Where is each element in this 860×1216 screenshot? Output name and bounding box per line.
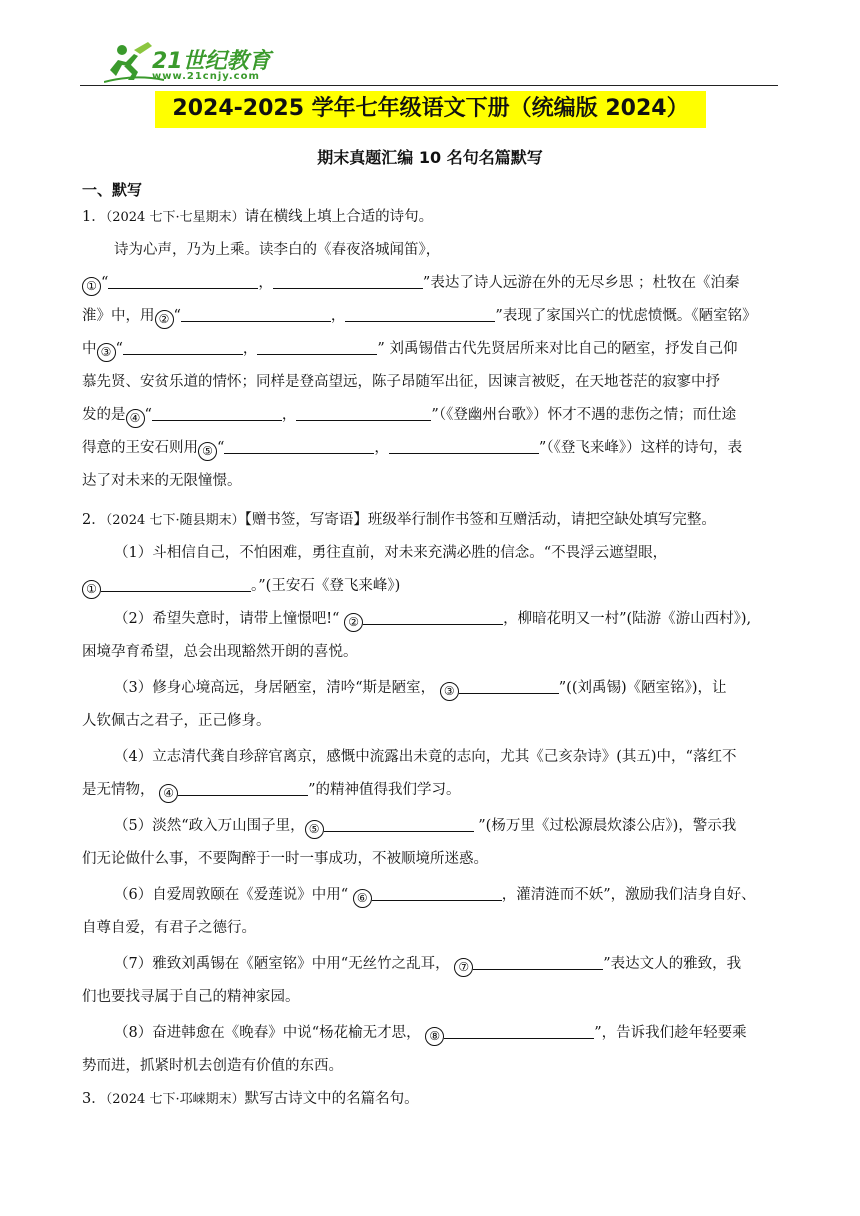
question-number: 3．	[82, 1091, 106, 1107]
answer-blank[interactable]	[108, 273, 258, 289]
q1-line-7: 得意的王安石则用 ⑤ “ ， ”（《登飞来峰》）这样的诗句，表	[82, 438, 782, 461]
question-text: 请在横线上填上合适的诗句。	[244, 209, 434, 225]
header-rule	[80, 85, 778, 86]
answer-blank[interactable]	[324, 816, 474, 832]
question-3-header	[82, 1089, 782, 1110]
q2-item-7-cont: 们也要找寻属于自己的精神家园。	[82, 989, 300, 1005]
question-number: 1．	[82, 209, 106, 225]
question-source: （2024 七下·随县期末）	[105, 513, 245, 528]
q1-line-2: ① “ ， ”表达了诗人远游在外的无尽乡思 ；杜牧在《泊秦	[82, 273, 782, 296]
question-text: 默写古诗文中的名篇名句。	[244, 1091, 419, 1107]
circled-number: ①	[82, 580, 101, 599]
q2-item-6-cont: 自尊自爱，有君子之德行。	[82, 920, 256, 936]
answer-blank[interactable]	[257, 339, 377, 355]
question-source: （2024 七下·邛崃期末）	[105, 1092, 245, 1107]
answer-blank[interactable]	[181, 306, 331, 322]
answer-blank[interactable]	[273, 273, 423, 289]
answer-blank[interactable]	[389, 438, 539, 454]
circled-number: ③	[97, 343, 116, 362]
logo-url: www.21cnjy.com	[152, 71, 260, 82]
answer-blank[interactable]	[459, 678, 559, 694]
answer-blank[interactable]	[296, 405, 431, 421]
q2-item-1-cont: ① 。”(王安石《登飞来峰》)	[82, 576, 782, 599]
q2-item-6: （6）自爱周敦颐在《爱莲说》中用“ ⑥ ，灌清涟而不妖”，激励我们洁身自好、	[114, 885, 814, 908]
circled-number: ⑦	[454, 958, 473, 977]
circled-number: ②	[344, 613, 363, 632]
answer-blank[interactable]	[363, 609, 503, 625]
circled-number: ②	[155, 310, 174, 329]
page-title: 2024-2025 学年七年级语文下册（统编版 2024）	[172, 96, 689, 121]
q2-item-7: （7）雅致刘禹锡在《陋室铭》中用“无丝竹之乱耳， ⑦ ”表达文人的雅致，我	[114, 954, 814, 977]
logo-text: 21世纪教育	[152, 49, 271, 74]
q1-line-5: 慕先贤、安贫乐道的情怀；同样是登高望远，陈子昂随军出征，因谏言被贬，在天地苍茫的寂寥中抒	[82, 374, 720, 390]
section-heading: 一、默写	[82, 181, 143, 199]
answer-blank[interactable]	[473, 954, 603, 970]
q1-line-3: 淮》中，用 ② “ ， ”表现了家国兴亡的忧虑愤慨。《陋室铭》	[82, 306, 782, 329]
circled-number: ⑥	[353, 889, 372, 908]
q2-item-2-cont: 困境孕育希望，总会出现豁然开朗的喜悦。	[82, 644, 358, 660]
q2-item-4: （4）立志清代龚自珍辞官离京，感慨中流露出未竟的志向，尤其《己亥杂诗》(其五)中，“落红不	[114, 749, 737, 765]
q1-line-8: 达了对未来的无限憧憬。	[82, 473, 242, 489]
q2-item-1: （1）斗相信自己，不怕困难，勇往直前，对未来充满必胜的信念。“不畏浮云遮望眼，	[114, 545, 668, 561]
answer-blank[interactable]	[123, 339, 243, 355]
q2-item-3: （3）修身心境高远，身居陋室，清吟“斯是陋室， ③ ”((刘禹锡)《陋室铭》)，让	[114, 678, 814, 701]
q2-item-8-cont: 势而进，抓紧时机去创造有价值的东西。	[82, 1058, 343, 1074]
q2-item-5: （5）淡然“政入万山围子里， ⑤ ”(杨万里《过松源晨炊漆公店》)，警示我	[114, 816, 814, 839]
question-2-header	[82, 510, 782, 531]
circled-number: ③	[440, 682, 459, 701]
circled-number: ①	[82, 277, 101, 296]
q2-item-4-cont: 是无情物， ④ ”的精神值得我们学习。	[82, 780, 782, 803]
q2-item-5-cont: 们无论做什么事，不要陶醉于一时一事成功，不被顺境所迷惑。	[82, 851, 488, 867]
question-number: 2．	[82, 512, 106, 528]
answer-blank[interactable]	[345, 306, 495, 322]
question-1-header	[82, 207, 782, 228]
circled-number: ⑤	[198, 442, 217, 461]
q1-line-4: 中 ③ “ ， ” 刘禹锡借古代先贤居所来对比自己的陋室，抒发自己仰	[82, 339, 782, 362]
circled-number: ④	[159, 784, 178, 803]
q1-line-6: 发的是 ④ “ ， ”（《登幽州台歌》）怀才不遇的悲伤之情；而仕途	[82, 405, 782, 428]
circled-number: ④	[126, 409, 145, 428]
answer-blank[interactable]	[152, 405, 282, 421]
answer-blank[interactable]	[101, 576, 251, 592]
page-subtitle: 期末真题汇编 10 名句名篇默写	[317, 148, 543, 167]
answer-blank[interactable]	[178, 780, 308, 796]
q2-item-3-cont: 人钦佩古之君子，正己修身。	[82, 713, 271, 729]
circled-number: ⑧	[425, 1027, 444, 1046]
q2-item-8: （8）奋进韩愈在《晚春》中说“杨花榆无才思， ⑧ ”，告诉我们趁年轻要乘	[114, 1023, 814, 1046]
q1-line-1: 诗为心声，乃为上乘。读李白的《春夜洛城闻笛》，	[114, 242, 441, 258]
answer-blank[interactable]	[444, 1023, 594, 1039]
question-source: （2024 七下·七星期末）	[105, 210, 245, 225]
question-text: 【赠书签，写寄语】班级举行制作书签和互赠活动，请把空缺处填写完整。	[244, 512, 716, 528]
answer-blank[interactable]	[372, 885, 502, 901]
q2-item-2: （2）希望失意时，请带上憧憬吧!“ ② ，柳暗花明又一村”(陆游《游山西村》),	[114, 609, 814, 632]
answer-blank[interactable]	[224, 438, 374, 454]
circled-number: ⑤	[305, 820, 324, 839]
